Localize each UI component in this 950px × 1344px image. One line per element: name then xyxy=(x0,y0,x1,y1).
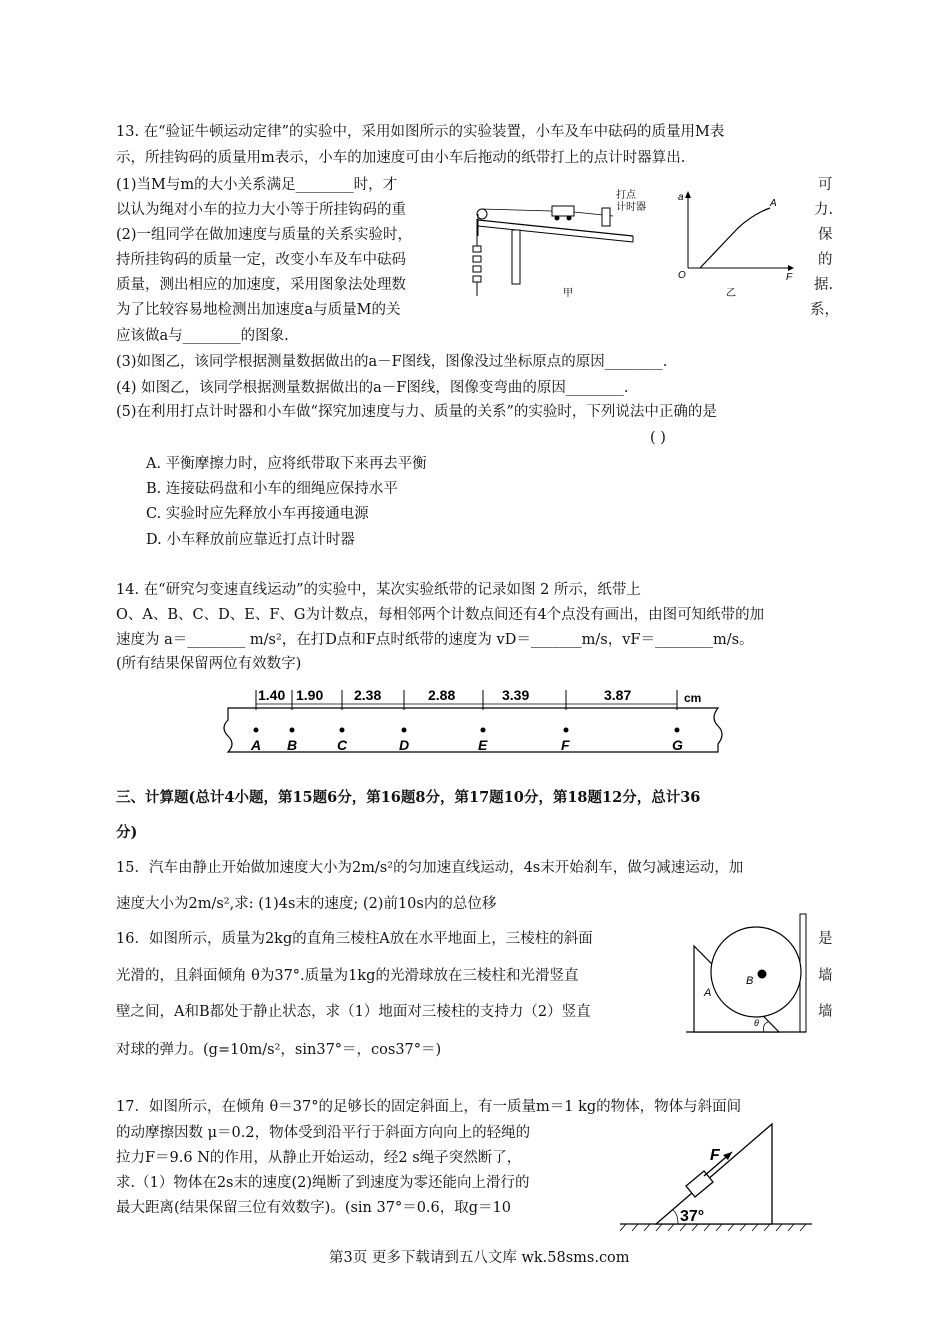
origin-label: O xyxy=(678,270,686,281)
tape-dot xyxy=(564,728,569,733)
tape-distance-1: 1.40 xyxy=(258,687,286,703)
q13-option-b: B. 连接砝码盘和小车的细绳应保持水平 xyxy=(146,481,398,497)
q13-line-p5: 质量，测出相应的加速度，采用图象法处理数 xyxy=(116,277,406,293)
tape-outline xyxy=(224,708,722,752)
q14-line-4: (所有结果保留两位有效数字) xyxy=(116,656,302,672)
prism-label: A xyxy=(704,987,712,999)
incline xyxy=(656,1124,772,1224)
q16-line-3-end: 墙 xyxy=(818,1004,833,1020)
q16-line-1-end: 是 xyxy=(818,931,833,947)
q17-line-2: 的动摩擦因数 μ＝0.2，物体受到沿平行于斜面方向向上的轻绳的 xyxy=(116,1125,531,1141)
ball-center xyxy=(758,970,767,979)
tape-distance-6: 3.87 xyxy=(604,687,632,703)
section-3-title: 三、计算题(总计4小题，第15题6分，第16题8分，第17题10分，第18题12分，总计36 xyxy=(116,789,701,806)
q15-line-2: 速度大小为2m/s²,求: (1)4s末的速度; (2)前10s内的总位移 xyxy=(116,896,497,912)
q17-line-5: 最大距离(结果保留三位有效数字)。(sin 37°＝0.6，取g＝10 xyxy=(116,1200,511,1216)
curve-a-label: A xyxy=(770,198,777,209)
q17-figure xyxy=(616,1120,816,1232)
q13-part1: (1)当M与m的大小关系满足________时，才 xyxy=(116,177,398,193)
hanging-weight xyxy=(473,276,481,282)
timer-label-2: 计时器 xyxy=(616,202,646,213)
hanging-weight xyxy=(473,266,481,272)
q13-part3: (3)如图乙，该同学根据测量数据做出的a－F图线，图像没过坐标原点的原因________. xyxy=(116,354,668,370)
q13-part2: (2)一组同学在做加速度与质量的关系实验时， xyxy=(116,227,413,243)
q13-line-p6: 为了比较容易地检测出加速度a与质量M的关 xyxy=(116,302,401,318)
q15-line-1: 15．汽车由静止开始做加速度大小为2m/s²的匀加速直线运动，4s末开始刹车，做匀减速运动，加 xyxy=(116,860,744,876)
q13-line-p2-end: 力. xyxy=(814,202,834,218)
q13-part1-end: 可 xyxy=(818,177,833,193)
angle-theta-label: θ xyxy=(754,1018,759,1028)
q13-option-d: D. 小车释放前应靠近打点计时器 xyxy=(146,532,355,548)
tape-dot xyxy=(340,728,345,733)
ball-label: B xyxy=(746,975,754,987)
tape-dot xyxy=(290,728,295,733)
tape-dot xyxy=(254,728,259,733)
q16-line-2-end: 墙 xyxy=(818,968,833,984)
tape-distance-4: 2.88 xyxy=(428,687,456,703)
tape-point-f: F xyxy=(561,737,570,753)
tape-distance-3: 2.38 xyxy=(354,687,382,703)
tape-point-d: D xyxy=(399,737,410,753)
q13-line-p4-end: 的 xyxy=(818,252,833,268)
q13-option-a: A. 平衡摩擦力时，应将纸带取下来再去平衡 xyxy=(146,456,427,472)
q16-line-4: 对球的弹力。(g=10m/s²，sin37°＝，cos37°＝) xyxy=(116,1042,442,1058)
q13-line-2: 示，所挂钩码的质量用m表示，小车的加速度可由小车后拖动的纸带打上的点计时器算出. xyxy=(116,150,686,166)
a-f-curve xyxy=(700,208,770,268)
angle-label: 37° xyxy=(680,1208,705,1225)
tape-dot xyxy=(675,728,680,733)
tape-distance-5: 3.39 xyxy=(502,687,530,703)
q14-line-2: O、A、B、C、D、E、F、G为计数点，每相邻两个计数点间还有4个点没有画出，由图可知纸带的加 xyxy=(116,607,765,623)
q13-line-1: 13. 在“验证牛顿运动定律”的实验中，采用如图所示的实验装置，小车及车中砝码的质量用M表 xyxy=(116,124,725,140)
q16-line-3: 壁之间，A和B都处于静止状态，求（1）地面对三棱柱的支持力（2）竖直 xyxy=(116,1004,591,1020)
tape-point-g: G xyxy=(672,737,683,753)
q17-line-4: 求.（1）物体在2s末的速度(2)绳断了到速度为零还能向上滑行的 xyxy=(116,1175,530,1191)
q14-line-1: 14. 在“研究匀变速直线运动”的实验中，某次实验纸带的记录如图 2 所示，纸带上 xyxy=(116,582,641,598)
fig-jia-label: 甲 xyxy=(563,288,573,299)
table-leg xyxy=(512,230,520,284)
q17-line-3: 拉力F＝9.6 N的作用，从静止开始运动，经2 s绳子突然断了， xyxy=(116,1150,522,1166)
tape-point-e: E xyxy=(478,737,488,753)
tape-point-b: B xyxy=(287,737,298,753)
section-3-title-end: 分) xyxy=(116,824,138,841)
tape-distance-2: 1.90 xyxy=(296,687,324,703)
tape-unit: cm xyxy=(684,691,702,705)
hanging-weight xyxy=(473,256,481,262)
hanging-weight xyxy=(473,246,481,252)
q13-line-p6-end: 系， xyxy=(810,302,839,318)
q13-part5: (5)在利用打点计时器和小车做“探究加速度与力、质量的关系”的实验时，下列说法中正确的是 xyxy=(116,404,717,420)
q13-option-c: C. 实验时应先释放小车再接通电源 xyxy=(146,506,369,522)
q14-line-3: 速度为 a＝________ m/s²，在打D点和F点时纸带的速度为 vD＝_______m/s，vF＝________m/s。 xyxy=(116,632,754,648)
tape-point-a: A xyxy=(251,737,262,753)
ball xyxy=(711,927,801,1017)
tape-dot xyxy=(481,728,486,733)
force-label: F xyxy=(710,1147,720,1164)
axis-f-label: F xyxy=(786,272,793,283)
tape-point-c: C xyxy=(337,737,348,753)
q13-part4: (4) 如图乙，该同学根据测量数据做出的a－F图线，图像变弯曲的原因________. xyxy=(116,380,629,396)
q13-line-p4: 持所挂钩码的质量一定，改变小车及车中砝码 xyxy=(116,252,406,268)
paper-tape-figure xyxy=(222,682,732,762)
q16-figure xyxy=(684,912,809,1037)
q16-line-2: 光滑的，且斜面倾角 θ为37°.质量为1kg的光滑球放在三棱柱和光滑竖直 xyxy=(116,968,579,984)
q13-line-p5-end: 据. xyxy=(814,277,834,293)
timer-icon xyxy=(602,208,610,226)
cart-icon xyxy=(552,206,574,216)
q13-line-p2: 以认为绳对小车的拉力大小等于所挂钩码的重 xyxy=(116,202,406,218)
q13-answer-blank: ( ) xyxy=(650,430,666,446)
fig-yi-label: 乙 xyxy=(726,288,736,299)
q13-line-p7: 应该做a与________的图象. xyxy=(116,328,289,344)
q13-figure xyxy=(468,186,808,306)
q17-line-1: 17．如图所示，在倾角 θ＝37°的足够长的固定斜面上，有一质量m＝1 kg的物体，物体与斜面间 xyxy=(116,1099,742,1115)
tape-dot xyxy=(402,728,407,733)
q13-part2-end: 保 xyxy=(818,227,833,243)
axis-a-label: a xyxy=(678,192,684,203)
page-footer: 第3页 更多下载请到五八文库 wk.58sms.com xyxy=(329,1250,630,1266)
q16-line-1: 16．如图所示，质量为2kg的直角三棱柱A放在水平地面上，三棱柱的斜面 xyxy=(116,931,593,947)
timer-label-1: 打点 xyxy=(616,190,636,201)
